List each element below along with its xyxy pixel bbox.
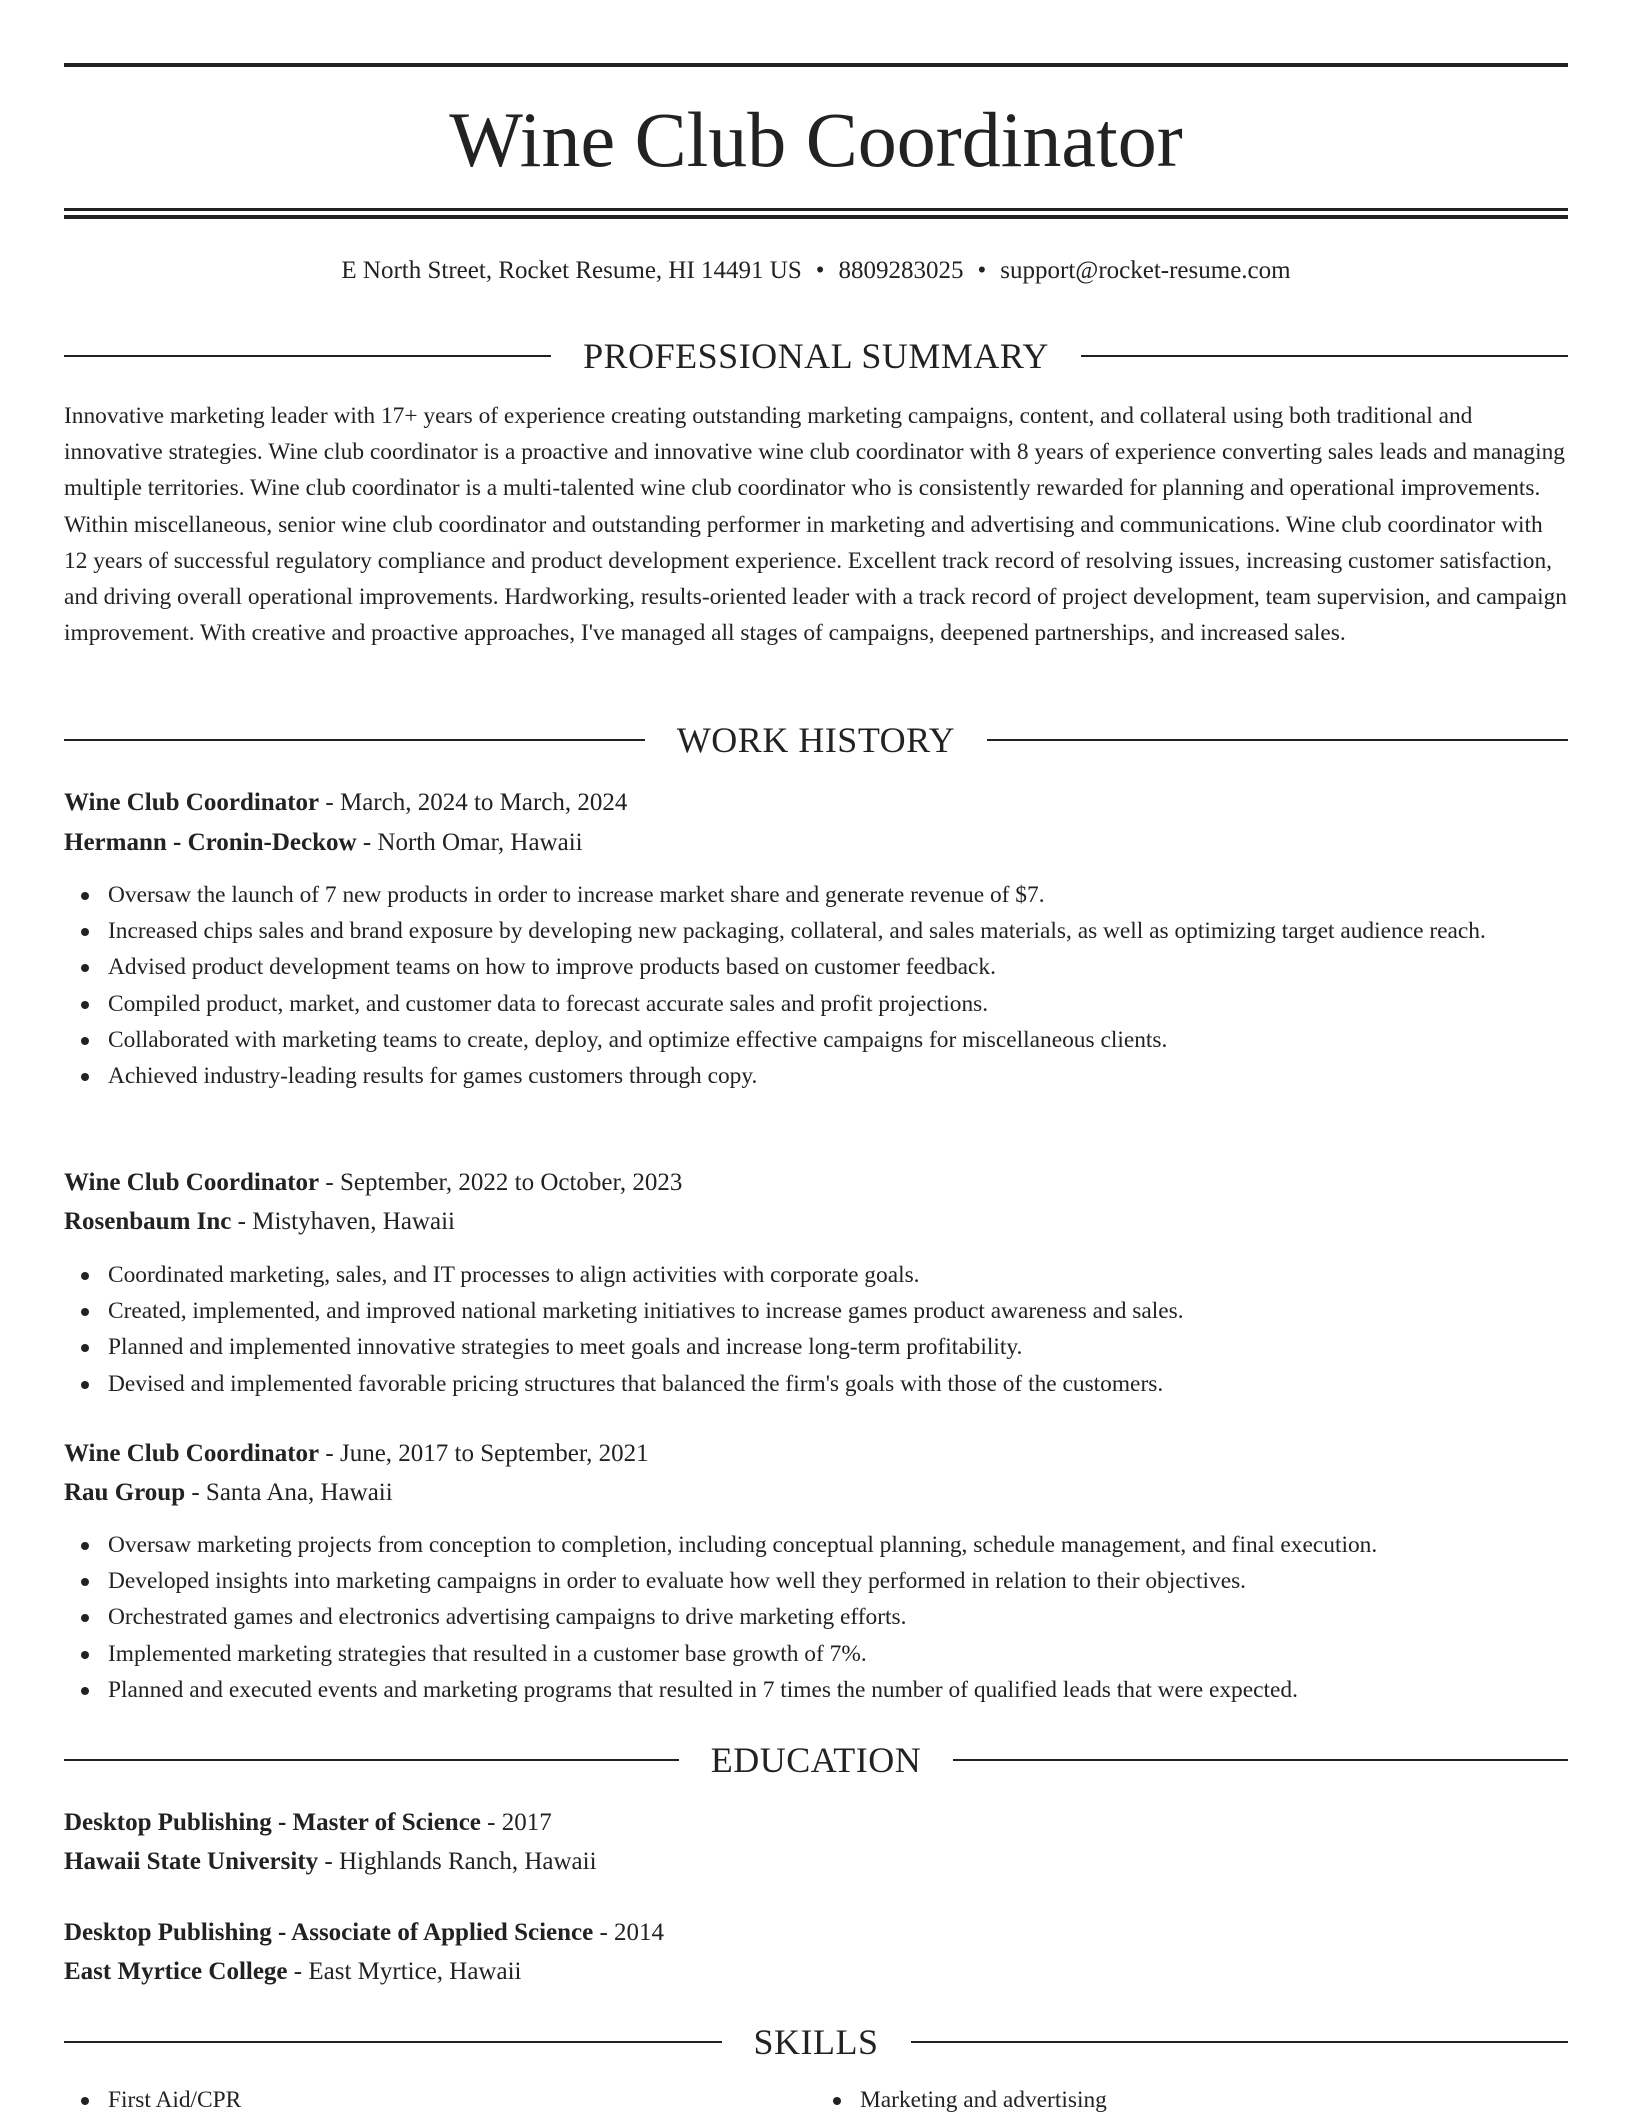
job-company-line <box>64 1474 1568 1512</box>
section-heading-work <box>64 718 1568 762</box>
heading-rule-right <box>953 1759 1568 1761</box>
heading-rule-left <box>64 739 645 741</box>
skills-list-left <box>64 2082 816 2118</box>
header-rule-upper <box>64 208 1568 211</box>
education-year: - 2014 <box>593 1919 665 1946</box>
section-title: EDUCATION <box>710 1740 922 1780</box>
list-item: Increased chips sales and brand exposure by developing new packaging, collateral, and sales materials, as well as optimizing target audience reach. <box>108 913 1568 949</box>
contact-separator: • <box>977 257 987 284</box>
job-bullets <box>64 1527 1568 1708</box>
education-school-line <box>64 1843 1568 1881</box>
education-school: Hawaii State University <box>64 1848 319 1875</box>
job-location: - North Omar, Hawaii <box>356 829 583 856</box>
top-rule <box>64 63 1568 67</box>
section-title: WORK HISTORY <box>676 720 956 760</box>
list-item: Devised and implemented favorable pricing structures that balanced the firm's goals with those of the customers. <box>108 1366 1568 1402</box>
job-company: Hermann - Cronin-Deckow <box>64 829 357 856</box>
job-bullets <box>64 1257 1568 1402</box>
skill-item: First Aid/CPR <box>108 2082 816 2118</box>
job-title: Wine Club Coordinator <box>64 1440 320 1467</box>
job-company-line <box>64 824 1568 862</box>
section-heading-education <box>64 1738 1568 1782</box>
list-item: Advised product development teams on how to improve products based on customer feedback. <box>108 949 1568 985</box>
section-title: PROFESSIONAL SUMMARY <box>583 336 1049 376</box>
job-title-line <box>64 1435 1568 1473</box>
section-heading-skills <box>64 2020 1568 2064</box>
job-company: Rau Group <box>64 1479 186 1506</box>
heading-rule-left <box>64 355 551 357</box>
list-item: Oversaw marketing projects from conception to completion, including conceptual planning, schedule management, and final execution. <box>108 1527 1568 1563</box>
list-item: Compiled product, market, and customer data to forecast accurate sales and profit projections. <box>108 986 1568 1022</box>
contact-phone: 8809283025 <box>838 257 964 284</box>
education-school: East Myrtice College <box>64 1958 288 1985</box>
heading-rule-right <box>987 739 1568 741</box>
job-title: Wine Club Coordinator <box>64 1169 320 1196</box>
skill-item: Marketing and advertising <box>860 2082 1568 2118</box>
resume-name: Wine Club Coordinator <box>449 96 1183 183</box>
education-location: - Highlands Ranch, Hawaii <box>318 1848 597 1875</box>
heading-rule-left <box>64 2041 722 2043</box>
job-company: Rosenbaum Inc <box>64 1208 232 1235</box>
header-rule-lower <box>64 215 1568 219</box>
job-dates: - June, 2017 to September, 2021 <box>319 1440 649 1467</box>
list-item: Coordinated marketing, sales, and IT processes to align activities with corporate goals. <box>108 1257 1568 1293</box>
section-heading-summary <box>64 334 1568 378</box>
education-degree: Desktop Publishing - Associate of Applied Science <box>64 1919 594 1946</box>
education-degree: Desktop Publishing - Master of Science <box>64 1809 481 1836</box>
skills-list-right <box>816 2082 1568 2118</box>
job-title-line <box>64 1164 1568 1202</box>
list-item: Planned and implemented innovative strategies to meet goals and increase long-term profitability. <box>108 1329 1568 1365</box>
contact-email: support@rocket-resume.com <box>1000 257 1291 284</box>
heading-rule-right <box>911 2041 1569 2043</box>
job-title: Wine Club Coordinator <box>64 789 320 816</box>
job-dates: - September, 2022 to October, 2023 <box>319 1169 683 1196</box>
job-bullets <box>64 877 1568 1094</box>
list-item: Oversaw the launch of 7 new products in order to increase market share and generate revenue of $7. <box>108 877 1568 913</box>
education-school-line <box>64 1953 1568 1991</box>
heading-rule-left <box>64 1759 679 1761</box>
contact-address: E North Street, Rocket Resume, HI 14491 US <box>341 257 802 284</box>
skills-columns <box>64 2082 1568 2118</box>
education-degree-line <box>64 1804 1568 1842</box>
list-item: Planned and executed events and marketing programs that resulted in 7 times the number of qualified leads that were expected. <box>108 1672 1568 1708</box>
job-location: - Santa Ana, Hawaii <box>185 1479 393 1506</box>
education-location: - East Myrtice, Hawaii <box>287 1958 522 1985</box>
job-dates: - March, 2024 to March, 2024 <box>319 789 628 816</box>
list-item: Developed insights into marketing campaigns in order to evaluate how well they performed in relation to their objectives. <box>108 1563 1568 1599</box>
heading-rule-right <box>1081 355 1568 357</box>
job-location: - Mistyhaven, Hawaii <box>231 1208 455 1235</box>
job-company-line <box>64 1203 1568 1241</box>
education-year: - 2017 <box>480 1809 552 1836</box>
job-title-line <box>64 784 1568 822</box>
list-item: Orchestrated games and electronics advertising campaigns to drive marketing efforts. <box>108 1599 1568 1635</box>
contact-separator: • <box>815 257 825 284</box>
contact-line <box>64 255 1568 287</box>
section-title: SKILLS <box>753 2022 879 2062</box>
list-item: Created, implemented, and improved national marketing initiatives to increase games product awareness and sales. <box>108 1293 1568 1329</box>
list-item: Implemented marketing strategies that resulted in a customer base growth of 7%. <box>108 1636 1568 1672</box>
summary-paragraph: Innovative marketing leader with 17+ years of experience creating outstanding marketing campaigns, content, and collateral using both traditional and innovative strategies. Wine club coordinator is a proactive and innovative wine club coordinator with 8 years of experience converting sales leads and managing multiple territories. Wine club coordinator is a multi-talented wine club coordinator who is consistently rewarded for planning and operational improvements. Within miscellaneous, senior wine club coordinator and outstanding performer in marketing and advertising and communications. Wine club coordinator with 12 years of successful regulatory compliance and product development experience. Excellent track record of resolving issues, increasing customer satisfaction, and driving overall operational improvements. Hardworking, results-oriented leader with a track record of project development, team supervision, and campaign improvement. With creative and proactive approaches, I've managed all stages of campaigns, deepened partnerships, and increased sales. <box>64 403 1567 647</box>
list-item: Collaborated with marketing teams to create, deploy, and optimize effective campaigns for miscellaneous clients. <box>108 1022 1568 1058</box>
list-item: Achieved industry-leading results for games customers through copy. <box>108 1058 1568 1094</box>
education-degree-line <box>64 1914 1568 1952</box>
